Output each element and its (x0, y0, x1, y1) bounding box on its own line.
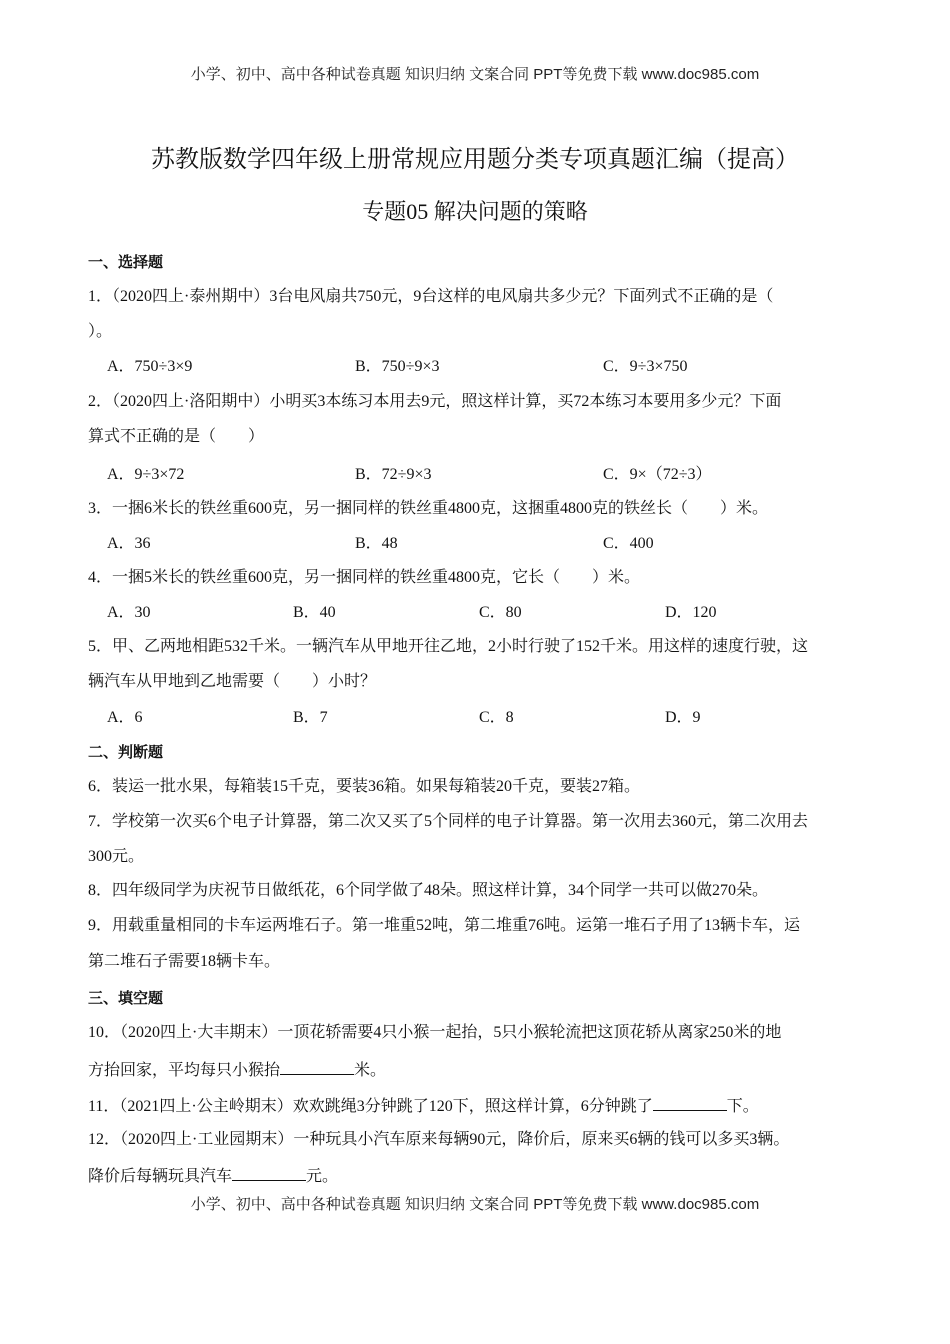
option-b: B．750÷9×3 (355, 358, 440, 375)
answer-blank[interactable] (280, 1059, 354, 1075)
page-header: 小学、初中、高中各种试卷真题 知识归纳 文案合同 PPT等免费下载 www.doc985.com (190, 66, 760, 83)
question-text: 降价后每辆玩具汽车 (88, 1168, 233, 1185)
question-text: 算式不正确的是（ ） (88, 428, 265, 445)
document-title: 苏教版数学四年级上册常规应用题分类专项真题汇编（提高） (151, 147, 799, 173)
answer-blank[interactable] (653, 1095, 727, 1111)
question-12-cont (88, 1165, 338, 1188)
question-10: 10．（2020四上·大丰期末）一顶花轿需要4只小猴一起抬，5只小猴轮流把这顶花轿从离家250米的地 (88, 1024, 782, 1041)
question-text: 5．甲、乙两地相距532千米。一辆汽车从甲地开往乙地，2小时行驶了152千米。用这样的速度行驶，这 (88, 638, 809, 655)
question-text: 3．一捆6米长的铁丝重600克，另一捆同样的铁丝重4800克，这捆重4800克的铁丝长（ ）米。 (88, 500, 769, 517)
question-text: 1．（2020四上·泰州期中）3台电风扇共750元，9台这样的电风扇共多少元？下面列式不正确的是（ (88, 288, 774, 305)
option-a: A．750÷3×9 (107, 358, 193, 375)
option-b: B．40 (293, 604, 336, 621)
question-text: 2．（2020四上·洛阳期中）小明买3本练习本用去9元，照这样计算，买72本练习本要用多少元？下面 (88, 393, 782, 410)
question-9: 9．用载重量相同的卡车运两堆石子。第一堆重52吨，第二堆重76吨。运第一堆石子用了13辆卡车，运 (88, 917, 801, 934)
option-c: C．8 (479, 709, 514, 726)
question-text: 4．一捆5米长的铁丝重600克，另一捆同样的铁丝重4800克，它长（ ）米。 (88, 569, 641, 586)
option-a: A．9÷3×72 (107, 466, 185, 483)
option-d: D．120 (665, 604, 717, 621)
question-6: 6．装运一批水果，每箱装15千克，要装36箱。如果每箱装20千克，要装27箱。 (88, 778, 641, 795)
option-b: B．72÷9×3 (355, 466, 432, 483)
section-heading-fill-blank: 三、填空题 (88, 989, 164, 1007)
section-heading-choice: 一、选择题 (88, 253, 164, 271)
option-c: C．400 (603, 535, 654, 552)
question-10-cont (88, 1059, 386, 1082)
question-text: 方抬回家，平均每只小猴抬 (88, 1062, 281, 1079)
option-a: A．6 (107, 709, 143, 726)
question-12: 12．（2020四上·工业园期末）一种玩具小汽车原来每辆90元，降价后，原来买6辆的钱可以多买3辆。 (88, 1131, 790, 1148)
option-a: A．36 (107, 535, 151, 552)
answer-blank[interactable] (232, 1165, 306, 1181)
question-text: ）。 (88, 323, 113, 340)
option-b: B．7 (293, 709, 328, 726)
question-7-cont: 300元。 (88, 848, 145, 865)
option-b: B．48 (355, 535, 398, 552)
question-9-cont: 第二堆石子需要18辆卡车。 (88, 953, 281, 970)
question-text: 米。 (354, 1062, 387, 1079)
question-7: 7．学校第一次买6个电子计算器，第二次又买了5个同样的电子计算器。第一次用去360元，第二次用去 (88, 813, 809, 830)
question-text: 元。 (306, 1168, 339, 1185)
question-8: 8．四年级同学为庆祝节日做纸花，6个同学做了48朵。照这样计算，34个同学一共可以做270朵。 (88, 882, 769, 899)
option-c: C．80 (479, 604, 522, 621)
question-11 (88, 1095, 759, 1118)
option-d: D．9 (665, 709, 701, 726)
page-footer: 小学、初中、高中各种试卷真题 知识归纳 文案合同 PPT等免费下载 www.doc985.com (190, 1196, 760, 1213)
option-a: A．30 (107, 604, 151, 621)
question-text: 下。 (726, 1098, 759, 1115)
document-subtitle: 专题05 解决问题的策略 (362, 199, 588, 224)
option-c: C．9÷3×750 (603, 358, 688, 375)
question-text: 辆汽车从甲地到乙地需要（ ）小时？ (88, 673, 377, 690)
option-c: C．9×（72÷3） (603, 466, 712, 483)
section-heading-judgement: 二、判断题 (88, 743, 164, 761)
question-text: 11．（2021四上·公主岭期末）欢欢跳绳3分钟跳了120下，照这样计算，6分钟跳了 (88, 1098, 653, 1115)
